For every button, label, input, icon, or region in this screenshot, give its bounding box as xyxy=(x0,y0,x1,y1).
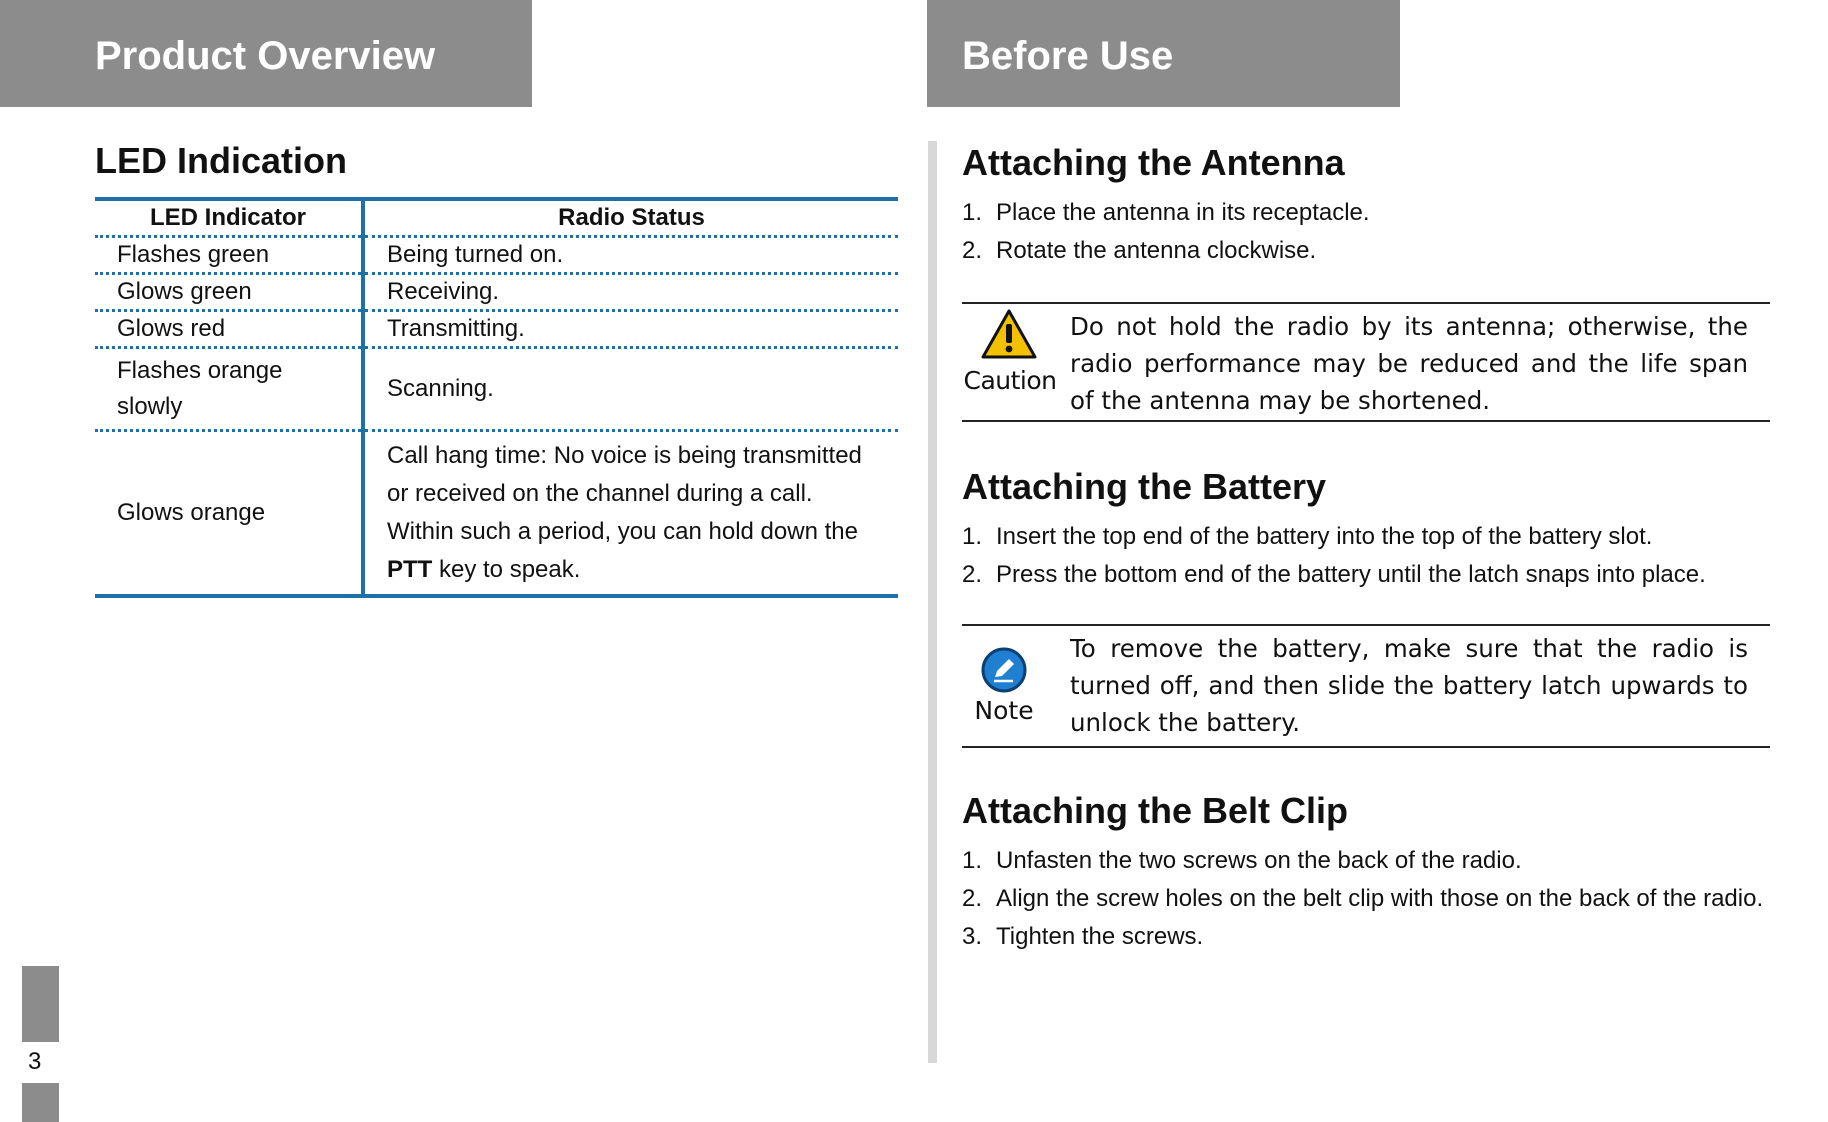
column-header-led-indicator: LED Indicator xyxy=(95,199,363,237)
header-before-use xyxy=(927,0,1400,107)
led-indicator-cell: Glows green xyxy=(95,274,363,311)
list-item xyxy=(962,194,1770,232)
step-text: Tighten the screws. xyxy=(996,923,1204,950)
column-header-radio-status: Radio Status xyxy=(558,204,705,231)
led-table xyxy=(95,197,898,598)
table-row xyxy=(95,274,898,311)
warning-triangle-icon xyxy=(980,308,1038,365)
step-number: 2. xyxy=(962,561,983,588)
page-marker-bar-top xyxy=(22,966,59,1042)
radio-status-cell: Scanning. xyxy=(387,375,494,402)
led-section-title: LED Indication xyxy=(95,140,347,181)
radio-status-cell: Receiving. xyxy=(387,278,500,305)
column-divider xyxy=(928,141,937,1063)
page-marker-bar-bottom xyxy=(22,1083,59,1122)
table-header-row xyxy=(95,199,898,237)
list-item xyxy=(962,918,1770,956)
step-number: 1. xyxy=(962,847,983,874)
radio-status-cell xyxy=(363,431,898,597)
led-indicator-cell xyxy=(95,348,363,431)
step-text: Rotate the antenna clockwise. xyxy=(996,237,1317,264)
battery-steps xyxy=(962,518,1770,594)
note-callout xyxy=(962,624,1770,748)
table-row xyxy=(95,348,898,431)
step-number: 2. xyxy=(962,885,983,912)
radio-status-cell: Being turned on. xyxy=(387,241,564,268)
step-text: Place the antenna in its receptacle. xyxy=(996,199,1370,226)
step-number: 2. xyxy=(962,237,983,264)
step-text: Insert the top end of the battery into the top of the battery slot. xyxy=(996,523,1653,550)
header-left-title: Product Overview xyxy=(95,34,436,78)
note-text: To remove the battery, make sure that the radio is turned off, and then slide the battery latch upwards to unlock the battery. xyxy=(1070,634,1748,737)
battery-section-title: Attaching the Battery xyxy=(962,466,1327,507)
header-right-title: Before Use xyxy=(962,34,1174,78)
antenna-section-title: Attaching the Antenna xyxy=(962,142,1345,183)
table-row xyxy=(95,311,898,348)
step-text: Align the screw holes on the belt clip with those on the back of the radio. xyxy=(996,885,1764,912)
led-indicator-text: Flashes orange slowly xyxy=(117,357,283,420)
led-indicator-cell: Flashes green xyxy=(95,237,363,274)
belt-clip-section-title: Attaching the Belt Clip xyxy=(962,790,1348,831)
step-number: 1. xyxy=(962,199,983,226)
table-row xyxy=(95,431,898,597)
antenna-steps xyxy=(962,194,1770,270)
step-number: 1. xyxy=(962,523,983,550)
radio-status-text-end: key to speak. xyxy=(432,556,581,583)
step-text: Unfasten the two screws on the back of the radio. xyxy=(996,847,1522,874)
list-item xyxy=(962,556,1770,594)
belt-clip-steps xyxy=(962,842,1770,956)
caution-label: Caution xyxy=(963,366,1057,395)
header-product-overview xyxy=(0,0,532,107)
led-indicator-cell: Glows red xyxy=(95,311,363,348)
list-item xyxy=(962,232,1770,270)
caution-text: Do not hold the radio by its antenna; otherwise, the radio performance may be reduced and the life span of the antenna may be shortened. xyxy=(1070,312,1748,415)
radio-status-text: Call hang time: No voice is being transmitted or received on the channel during a call. Within such a period, you can hold down the xyxy=(387,442,862,545)
list-item xyxy=(962,518,1770,556)
caution-callout xyxy=(962,302,1770,422)
table-row xyxy=(95,237,898,274)
pencil-note-icon xyxy=(980,646,1028,699)
list-item xyxy=(962,842,1770,880)
led-indicator-cell: Glows orange xyxy=(95,431,363,597)
page-number: 3 xyxy=(28,1048,42,1075)
step-number: 3. xyxy=(962,923,983,950)
radio-status-cell: Transmitting. xyxy=(387,315,525,342)
note-label: Note xyxy=(974,696,1034,725)
list-item xyxy=(962,880,1770,918)
step-text: Press the bottom end of the battery until the latch snaps into place. xyxy=(996,561,1706,588)
ptt-key-label: PTT xyxy=(387,556,433,583)
